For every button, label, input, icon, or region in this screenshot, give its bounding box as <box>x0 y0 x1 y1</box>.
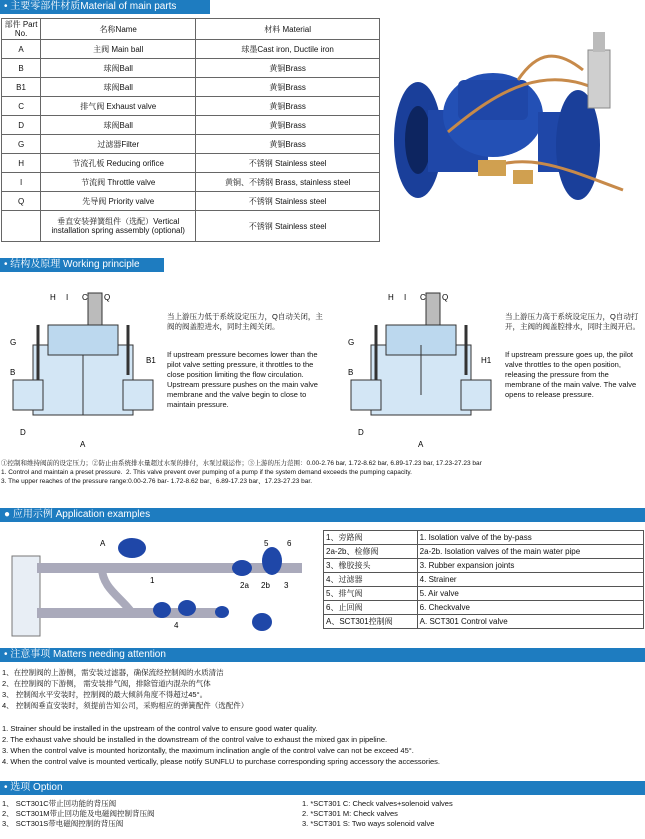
list-item: 3. When the control valve is mounted horizontally, the maximum inclination angle of the control valve can not be exceed 45°. <box>2 746 414 755</box>
parts-cell: I <box>2 173 41 192</box>
label-5: 5 <box>264 539 269 548</box>
application-cell: 2a-2b. Isolation valves of the main water pipe <box>417 545 643 559</box>
label-4: 4 <box>174 621 179 630</box>
table-row <box>324 615 644 629</box>
list-item: 4. When the control valve is mounted vertically, please notify SUNFLU to purchase corresponding spring accessory the accessories. <box>2 757 440 766</box>
parts-cell: 垂直安装弹簧组件（选配）Vertical installation spring assembly (optional) <box>41 211 196 242</box>
principle-left-en: If upstream pressure becomes lower than the pilot valve setting pressure, it throttles to the close position limiting the flow circulation. Upstream pressure pushes on the main valve membrane and the valve begin to close to maintain pressure. <box>167 350 321 409</box>
table-row <box>324 545 644 559</box>
parts-header-cell: 名称Name <box>41 19 196 40</box>
application-cell: 4、过滤器 <box>324 573 418 587</box>
label-G: G <box>348 338 355 347</box>
table-row <box>2 135 380 154</box>
table-row <box>324 573 644 587</box>
list-item: 1. *SCT301 C: Check valves+solenoid valves <box>302 799 453 808</box>
parts-cell: C <box>2 97 41 116</box>
application-cell: 2a-2b、检修阀 <box>324 545 418 559</box>
label-B1: B1 <box>146 356 156 365</box>
parts-header-cell: 部件 Part No. <box>2 19 41 40</box>
label-C: C <box>82 293 88 302</box>
parts-cell <box>2 211 41 242</box>
parts-cell: A <box>2 40 41 59</box>
parts-cell: D <box>2 116 41 135</box>
table-row <box>324 601 644 615</box>
parts-cell: 球阀Ball <box>41 116 196 135</box>
parts-cell: 过滤器Filter <box>41 135 196 154</box>
section-title-option: • 选项 Option <box>4 782 63 793</box>
list-item: 1. Strainer should be installed in the upstream of the control valve to ensure good water quality. <box>2 724 318 733</box>
parts-cell: 不锈钢 Stainless steel <box>196 211 380 242</box>
table-row <box>2 40 380 59</box>
table-row <box>2 116 380 135</box>
parts-cell: 黄铜Brass <box>196 78 380 97</box>
table-row <box>2 192 380 211</box>
parts-cell: 黄铜Brass <box>196 135 380 154</box>
section-header-principle <box>0 258 164 272</box>
principle-note-1: ①控制和维持阀前的设定压力；②防止由系统排水量超过水泵的排付，水泵过载运作；③上游的压力范围：0.00-2.76 bar, 1.72-8.62 bar, 6.89-17.23 bar, 17.23-27.23 bar <box>1 460 482 467</box>
label-H: H <box>388 293 394 302</box>
application-cell: 1、旁路阀 <box>324 531 418 545</box>
list-item: 1、在控制阀的上游侧，需安装过滤器，确保流经控制阀的水质清洁 <box>2 668 224 677</box>
parts-cell: B <box>2 59 41 78</box>
label-I: I <box>66 293 69 302</box>
parts-cell: 节流孔板 Reducing orifice <box>41 154 196 173</box>
section-title-applications: ● 应用示例 Application examples <box>4 509 151 520</box>
label-H1: H1 <box>481 356 492 365</box>
table-row <box>2 78 380 97</box>
application-cell: 6、止回阀 <box>324 601 418 615</box>
parts-table-header <box>2 19 380 40</box>
list-item: 3. *SCT301 S: Two ways solenoid valve <box>302 819 435 828</box>
parts-header-cell: 材料 Material <box>196 19 380 40</box>
application-diagram <box>2 528 320 640</box>
label-C: C <box>420 293 426 302</box>
label-1: 1 <box>150 576 155 585</box>
principle-note-3: 3. The upper reaches of the pressure range:0.00-2.76 bar- 1.72-8.62 bar、6.89-17.23 bar、17.23-27.23 bar. <box>1 478 313 485</box>
section-header-option <box>0 781 645 795</box>
table-row <box>324 531 644 545</box>
parts-cell: Q <box>2 192 41 211</box>
label-2a: 2a <box>240 581 249 590</box>
label-A: A <box>418 440 424 449</box>
parts-cell: 球阀Ball <box>41 59 196 78</box>
label-Q: Q <box>104 293 111 302</box>
table-row <box>324 559 644 573</box>
application-cell: A. SCT301 Control valve <box>417 615 643 629</box>
list-item: 2、在控制阀的下游侧， 需安装排气阀，排除管道内混杂的气体 <box>2 679 211 688</box>
application-cell: 4. Strainer <box>417 573 643 587</box>
section-header-applications <box>0 508 645 522</box>
label-Q: Q <box>442 293 449 302</box>
application-cell: 5、排气阀 <box>324 587 418 601</box>
parts-cell: 球墨Cast iron, Ductile iron <box>196 40 380 59</box>
list-item: 3、 SCT301S带电磁阀控制的背压阀 <box>2 819 124 828</box>
section-title-parts: • 主要零部件材质Material of main parts <box>4 1 177 12</box>
parts-cell: H <box>2 154 41 173</box>
parts-cell: 黄铜Brass <box>196 97 380 116</box>
section-title-principle: • 结构及原理 Working principle <box>4 259 140 270</box>
schematic-open <box>346 285 502 455</box>
parts-cell: 节流阀 Throttle valve <box>41 173 196 192</box>
table-row <box>2 97 380 116</box>
principle-right-en: If upstream pressure goes up, the pilot valve throttles to the open position, releasing the pressure from the membrane of the main valve. The valve opens to release pressure. <box>505 350 639 399</box>
list-item: 1、 SCT301C带止回功能的背压阀 <box>2 799 117 808</box>
application-cell: 3. Rubber expansion joints <box>417 559 643 573</box>
list-item: 2、 SCT301M带止回功能及电磁阀控制背压阀 <box>2 809 155 818</box>
application-cell: 3、橡胶接头 <box>324 559 418 573</box>
label-D: D <box>20 428 26 437</box>
applications-table <box>323 530 644 629</box>
label-A: A <box>80 440 86 449</box>
section-header-attention <box>0 648 645 662</box>
parts-cell: 先导阀 Priority valve <box>41 192 196 211</box>
label-B: B <box>348 368 354 377</box>
table-row <box>2 154 380 173</box>
application-cell: A、SCT301控制阀 <box>324 615 418 629</box>
valve-product-image <box>388 20 643 232</box>
principle-note-2: 1. Control and maintain a preset pressure. 2. This valve prevent over pumping of a pump if the system demand exceeds the pumping capacity. <box>1 469 412 476</box>
principle-left-cn: 当上游压力低于系统设定压力，Q自动关闭，主阀的阀盖腔进水，同时主阀关闭。 <box>167 312 323 331</box>
parts-table <box>1 18 380 242</box>
parts-cell: G <box>2 135 41 154</box>
list-item: 3、 控制阀水平安装时，控制阀的最大倾斜角度不得超过45°。 <box>2 690 208 699</box>
application-cell: 5. Air valve <box>417 587 643 601</box>
application-cell: 1. Isolation valve of the by-pass <box>417 531 643 545</box>
table-row <box>324 587 644 601</box>
principle-right-cn: 当上游压力高于系统设定压力，Q自动打开，主阀的阀盖腔排水，同时主阀开启。 <box>505 312 640 331</box>
table-row <box>2 173 380 192</box>
parts-cell: 主阀 Main ball <box>41 40 196 59</box>
parts-cell: 排气阀 Exhaust valve <box>41 97 196 116</box>
label-I: I <box>404 293 407 302</box>
label-2b: 2b <box>261 581 270 590</box>
label-A: A <box>100 539 106 548</box>
section-title-attention: • 注意事项 Matters needing attention <box>4 649 166 660</box>
list-item: 4、 控制阀垂直安装时，须提前告知公司，采购相应的弹簧配件（选配件） <box>2 701 249 710</box>
list-item: 2. *SCT301 M: Check valves <box>302 809 398 818</box>
application-cell: 6. Checkvalve <box>417 601 643 615</box>
parts-cell: 不锈钢 Stainless steel <box>196 154 380 173</box>
schematic-close <box>8 285 164 455</box>
label-D: D <box>358 428 364 437</box>
list-item: 2. The exhaust valve should be installed in the downstream of the control valve to exhaust the mixed gax in pipeline. <box>2 735 388 744</box>
label-G: G <box>10 338 17 347</box>
label-H: H <box>50 293 56 302</box>
label-B: B <box>10 368 16 377</box>
parts-cell: 不锈钢 Stainless steel <box>196 192 380 211</box>
section-header-parts <box>0 0 210 14</box>
parts-cell: 黄铜Brass <box>196 116 380 135</box>
parts-cell: B1 <box>2 78 41 97</box>
label-6: 6 <box>287 539 292 548</box>
parts-cell: 球阀Ball <box>41 78 196 97</box>
table-row <box>2 59 380 78</box>
label-3: 3 <box>284 581 289 590</box>
parts-cell: 黄铜Brass <box>196 59 380 78</box>
table-row <box>2 211 380 242</box>
parts-cell: 黄铜、不锈钢 Brass, stainless steel <box>196 173 380 192</box>
